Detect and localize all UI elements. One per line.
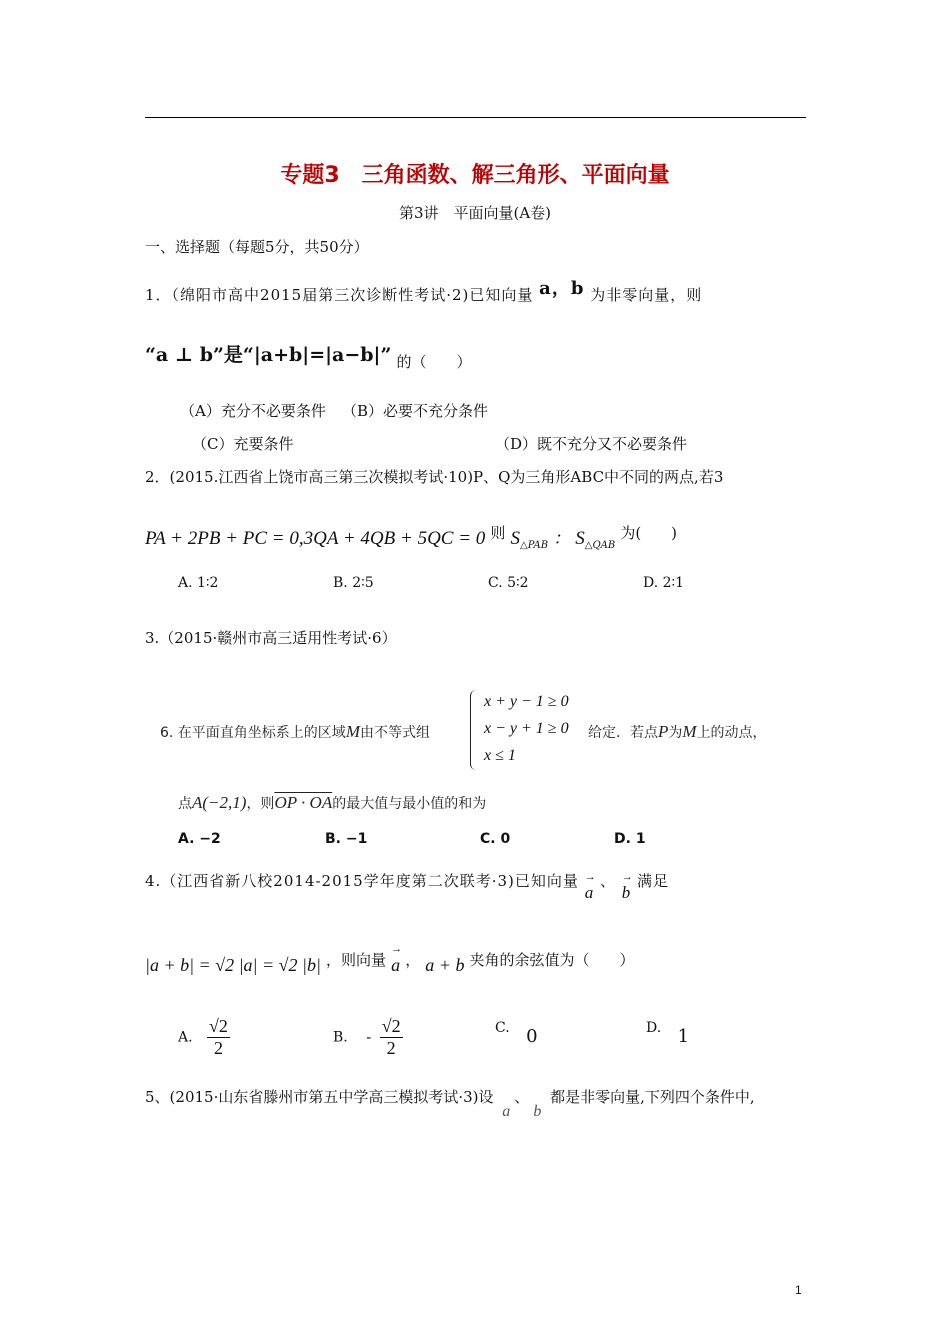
q3-inequality-3: x ≤ 1 [484,747,516,764]
page-title: 专题3 三角函数、解三角形、平面向量 [280,163,670,188]
q2-stem: 2．(2015.江西省上饶市高三第三次模拟考试·10)P、Q为三角形ABC中不同的两点,若3 [145,468,724,486]
page-number: 1 [795,1283,802,1297]
q2-option-d: D. 2∶1 [643,575,685,591]
q4-option-b: B. - $\frac{√2}{2}$ [333,1016,401,1058]
q4-option-d: D. 1 [646,1020,690,1047]
q3-stem: 3.（2015·赣州市高三适用性考试·6） [145,629,397,647]
header-rule [145,117,806,118]
q1-option-d: （D）既不充分又不必要条件 [495,435,688,453]
section-heading: 一、选择题（每题5分，共50分） [145,238,369,256]
q1-condition: “a ⊥ b”是“|a+b|=|a−b|” 的（ ） [145,344,472,371]
q3-problem-line-2: 点A(−2,1)，则OP · OA的最大值与最小值的和为 [178,793,487,812]
q4-option-c: C. 0 [495,1020,538,1047]
q1-stem: 1．（绵阳市高中2015届第三次诊断性考试·2)已知向量 a，b 为非零向量，则 [145,278,703,304]
q4-equation-line: |a + b| = √2 |a| = √2 |b| ，则向量 → a ， a + b 夹角的余弦值为（ ） [145,955,635,976]
q3-option-b: B. −1 [325,831,368,847]
q2-option-b: B. 2∶5 [333,575,374,591]
q3-inequality-2: x − y + 1 ≥ 0 [484,720,569,737]
q3-option-c: C. 0 [480,831,511,847]
q3-system-brace [470,690,477,770]
q5-stem: 5、(2015·山东省滕州市第五中学高三模拟考试·3)设 a、b 都是非零向量,下列四个条件中, [145,1088,755,1120]
q1-option-c: （C）充要条件 [192,435,294,453]
q4-option-a: A. $\frac{√2}{2}$ [178,1016,228,1058]
q2-option-c: C. 5∶2 [488,575,529,591]
q2-equation: PA + 2PB + PC = 0,3QA + 4QB + 5QC = 0 则 $S_{\triangle PAB}$ ： $S_{\triangle QAB}$ 为( ) [145,524,678,551]
q1-option-a: （A）充分不必要条件 [180,402,326,420]
q3-option-d: D. 1 [614,831,646,847]
q2-option-a: A. 1∶2 [178,575,219,591]
q3-problem-line-1a: 6. 在平面直角坐标系上的区域M由不等式组 [160,722,430,741]
q3-inequality-1: x + y − 1 ≥ 0 [484,693,569,710]
q1-vars: a，b [539,278,585,299]
page-subtitle: 第3讲 平面向量(A卷) [398,204,552,222]
q4-stem: 4.（江西省新八校2014-2015学年度第二次联考·3)已知向量 → a 、 → b 满足 [145,870,669,891]
q1-option-b: （B）必要不充分条件 [342,402,489,420]
q3-problem-line-1b: 给定．若点P为M上的动点， [588,722,767,741]
q3-option-a: A. −2 [178,831,221,847]
